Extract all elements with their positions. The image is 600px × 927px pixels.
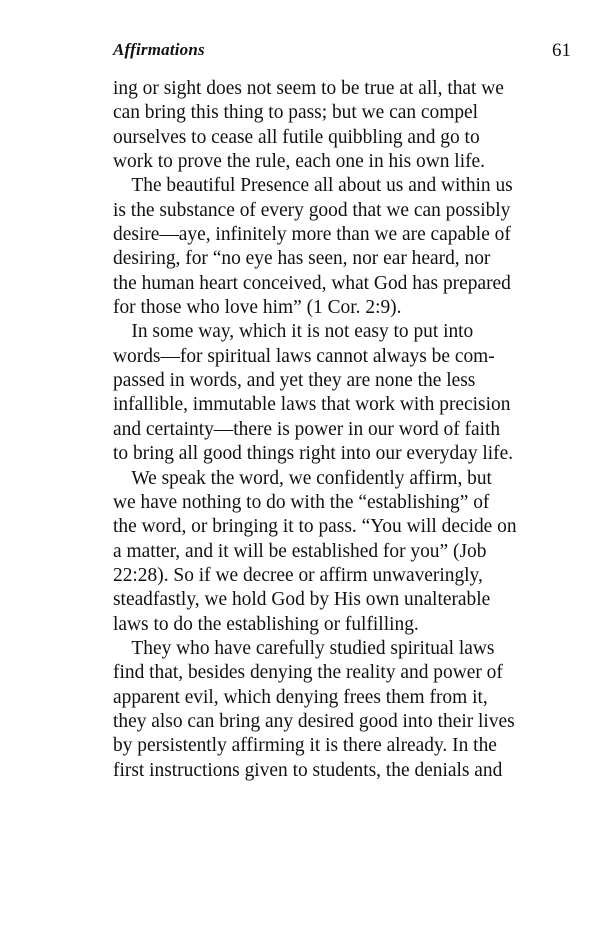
- text-line: to bring all good things right into our everyday life.: [113, 442, 514, 465]
- text-line: first instructions given to students, the denials and: [113, 758, 503, 781]
- text-line: ing or sight does not seem to be true at all, that we: [113, 77, 504, 99]
- running-title: Affirmations: [113, 40, 205, 59]
- text-line: for those who love him” (1 Cor. 2:9).: [113, 296, 402, 319]
- text-line: ourselves to cease all futile quibbling and go to: [113, 125, 480, 148]
- body-text: [113, 76, 593, 782]
- text-line: The beautiful Presence all about us and within us: [131, 174, 513, 197]
- text-line: They who have carefully studied spiritual laws: [131, 636, 495, 659]
- text-line: they also can bring any desired good into their lives: [113, 709, 515, 732]
- text-line: a matter, and it will be established for you” (Job: [113, 539, 487, 562]
- text-line: 22:28). So if we decree or affirm unwaveringly,: [113, 563, 483, 586]
- running-head: [113, 40, 571, 66]
- text-line: laws to do the establishing or fulfilling.: [113, 612, 419, 635]
- text-line: the word, or bringing it to pass. “You will decide on: [113, 515, 517, 538]
- text-line: In some way, which it is not easy to put into: [131, 320, 474, 343]
- text-line: desiring, for “no eye has seen, nor ear heard, nor: [113, 247, 491, 270]
- text-line: and certainty—there is power in our word of faith: [113, 417, 501, 440]
- text-line: We speak the word, we confidently affirm, but: [131, 466, 492, 489]
- text-line: passed in words, and yet they are none the less: [113, 369, 476, 392]
- paragraph: [113, 173, 593, 319]
- text-line: desire—aye, infinitely more than we are capable of: [113, 223, 511, 246]
- text-line: work to prove the rule, each one in his own life.: [113, 150, 486, 173]
- text-line: we have nothing to do with the “establishing” of: [113, 490, 490, 513]
- text-line: is the substance of every good that we can possibly: [113, 198, 511, 221]
- text-line: words—for spiritual laws cannot always be com-: [113, 344, 495, 367]
- paragraph: [113, 76, 593, 173]
- paragraph: [113, 319, 593, 465]
- text-line: by persistently affirming it is there already. In the: [113, 734, 497, 757]
- paragraph: [113, 636, 593, 782]
- text-line: find that, besides denying the reality and power of: [113, 661, 503, 684]
- paragraph: [113, 466, 593, 636]
- text-line: infallible, immutable laws that work with precision: [113, 393, 511, 416]
- text-line: the human heart conceived, what God has prepared: [113, 271, 511, 294]
- text-line: steadfastly, we hold God by His own unalterable: [113, 588, 491, 611]
- text-line: can bring this thing to pass; but we can compel: [113, 101, 479, 124]
- text-line: apparent evil, which denying frees them from it,: [113, 685, 488, 708]
- page-number: 61: [552, 40, 571, 61]
